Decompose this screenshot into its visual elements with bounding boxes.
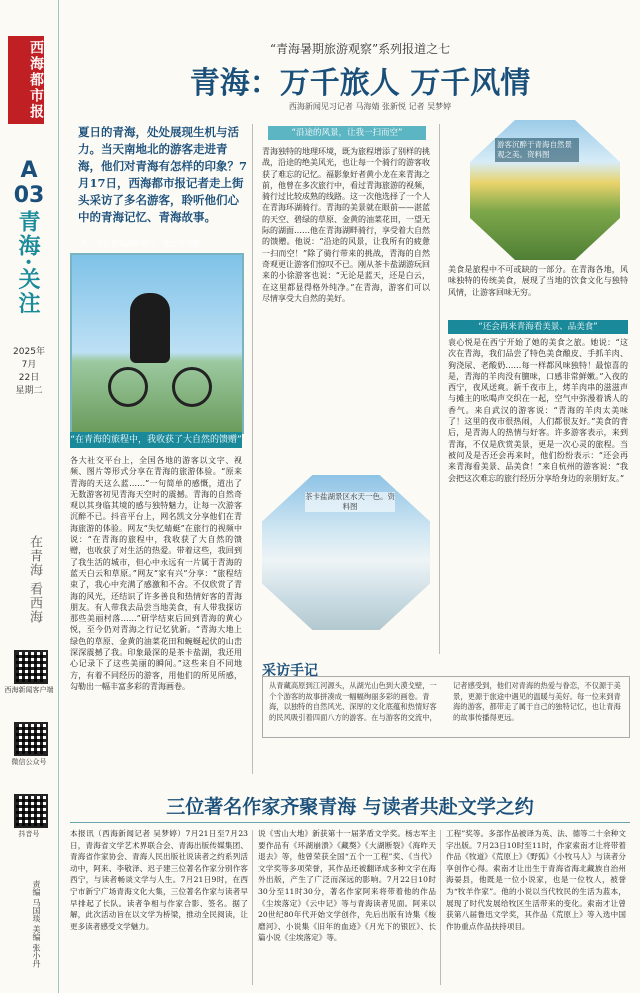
date-year: 2025年 (13, 347, 45, 357)
date-day: 22日 (18, 373, 40, 383)
byline: 西海新闻见习记者 马海婧 张新悦 记者 吴梦婷 (288, 102, 452, 111)
column-divider (440, 830, 441, 985)
qr-label-app: 西海新闻客户端 (4, 686, 54, 694)
column-divider (252, 830, 253, 985)
subhead-banner-3: “还会再来青海看美景、品美食” (448, 320, 628, 334)
bike-wheel-icon (108, 367, 148, 407)
lower-column-2: 说《雪山大地》新获第十一届茅盾文学奖。杨志军主要作品有《环湖崩溃》《藏獒》《大湖断裂》《海昨天退去》等，他曾荣获全国“五个一工程”奖、《当代》文学奖等多项荣誉，其作品还被翻译成多种文字在海外出版，产生了广泛而深远的影响。7月22日10时30分至11时30分，著名作家阿来将带着他的作品《尘埃落定》《云中记》等与青海读者见面。阿来以20世纪80年代开始文学创作，先后出版有诗集《梭磨河》、小说集《旧年的血迹》《月光下的银匠》、长篇小说《尘埃落定》等。 (258, 829, 436, 943)
photo2-caption: 游客沉醉于青海自然景观之美。资料图 (495, 138, 579, 162)
qr-code-wechat[interactable] (14, 722, 48, 756)
notes-title: 采访手记 (262, 663, 318, 679)
issue-date (8, 346, 50, 398)
article-column-c: 袁心悦是在西宁开始了她的美食之旅。她说：“这次在青海，我们品尝了特色美食酿皮、手抓羊肉、狗浇尿、老酸奶……每一样都风味独特！最惊喜的是，青海的羊肉没有膻味，口感非常鲜嫩。”入夜的西宁，夜风送爽。新千夜市上，烤羊肉串的滋滋声与摊主的吆喝声交织在一起，空气中弥漫着诱人的香气。来自武汉的游客说：“青海的羊肉太美味了！这里的夜市很热闹，人们都很友好。”美食的背后，是青海人的热情与好客。许多游客表示，来到青海，不仅是欣赏美景，更是一次心灵的旅程。当被问及是否还会再来时，他们纷纷表示：“还会再来青海看美景、品美食！”来自杭州的游客说：“我会把这次难忘的旅行经历分享给身边的亲朋好友。” (448, 338, 628, 483)
column-divider (252, 124, 253, 774)
page-number (4, 158, 54, 208)
series-title: “青海暑期旅游观察”系列报道之七 (269, 42, 451, 56)
subhead-banner-2: “沿途的风景，让我一扫而空” (268, 126, 426, 140)
qr-label-wechat: 微信公众号 (11, 758, 47, 766)
page-letter: A (20, 158, 38, 183)
lower-headline: 三位著名作家齐聚青海 与读者共赴文学之约 (166, 796, 534, 818)
headline: 青海：万千旅人 万千风情 (189, 66, 531, 101)
cyclist-figure (130, 293, 170, 363)
qr-code-douyin[interactable] (14, 794, 48, 828)
slogan: 在青海 看西海 (27, 535, 42, 625)
lead-paragraph: 夏日的青海，处处展现生机与活力。当天南地北的游客走进青海，他们对青海有怎样的印象？7月17日，西海都市报记者走上街头采访了多名游客，聆听他们心中的青海记忆、青海故事。 (78, 125, 247, 224)
section-name: 青海·关注 (15, 210, 41, 316)
photo1-caption: 黄小龙在青海湖畔骑行。受访者供图 (80, 239, 200, 248)
article-column-c-intro: 美食是旅程中不可或缺的一部分。在青海各地，风味独特的传统美食，展现了当地的饮食文化与独特风情，让游客回味无穷。 (448, 265, 628, 297)
article-column-b: 青海独特的地理环境，既为旅程增添了别样的挑战，沿途的绝美风光，也让每一个骑行的游客收获了难忘的记忆。福影象好者黄小龙在来青海之前，他曾在多次旅行中，看过青海旅游的视频，骑行过比较成熟的线路。这一次他选择了一个人在青海环湖骑行。青海的美景就在眼前——湛蓝的天空、碧绿的草原、金黄的油菜花田，一望无际的湖面……他在青海湖畔骑行，享受着大自然的馈赠。他说：“沿途的风景，让我所有的疲惫一扫而空！”除了骑行带来的挑战，青海的自然奇观更让游客们惊叹不已。刚从茶卡盐湖游玩回来的小徐游客也说：“无论是蓝天，还是白云，在这里都显得格外纯净。”在青海，游客们可以尽情享受大自然的美好。 (262, 147, 430, 303)
lower-column-3: 工程”奖等。多部作品被译为英、法、德等二十余种文字出版。7月23日10时至11时，作家索南才让将带着作品《牧道》《荒原上》《野狐》《小牧马人》与读者分享创作心得。索南才让出生于青海省海北藏族自治州海晏县，他既是一位小说家，也是一位牧人，被誉为“牧羊作家”。他的小说以当代牧民的生活为蓝本，展现了时代发展给牧区生活带来的变化。索南才让曾获第八届鲁迅文学奖，其作品《荒原上》等入选中国作协重点作品扶持项目。 (446, 829, 626, 931)
page-digits: 03 (13, 183, 45, 208)
qr-label-douyin: 抖音号 (18, 830, 40, 838)
lower-column-1: 本报讯（西海新闻记者 吴梦婷）7月21日至7月23日，青海省文学艺术界联合会、青海出版传媒集团、青海省作家协会、青海人民出版社说读者之约系列活动中，阿来、李敬泽、迟子建三位著名作家分别作客西宁，与读者畅谈文学与人生。7月21日9时，在西宁市新宁广场青海文化大集，三位著名作家与读者早早排起了长队。读者争相与作家合影、签名。据了解，此次活动旨在以文学为桥梁，推动全民阅读，让更多读者感受文学魅力。 (70, 829, 248, 931)
article-column-a: 各大社交平台上，全国各地的游客以文字、视频、图片等形式分享在青海的旅游体验。“原来青海的天这么蓝……”一句简单的感慨，道出了无数游客初见青海天空时的震撼。青海的自然奇观以其身临其境的感与独特魅力，让每一次游客沉醉不已。抖音平台上，网名凯文分享他们在青海旅游的体验。网友“失忆蜻蜓”在旅行的视频中说：“在青海的旅程中，我收获了大自然的馈赠，也收获了对生活的热爱。带着这些，我回到了我生活的城市，但心中永远有一片属于青海的蓝天白云和草原。”网友“家有兴”分享：“旅程结束了，我心中充满了感激和不舍。不仅欣赏了青海的风光，还结识了许多善良和热情好客的青海朋友。有人带我去品尝当地美食，有人带我探访那些美丽村落……”研学结束后回到青海的黄心悦，至今仍对青海之行记忆犹新。“青海大地上绿色的草原、金黄的油菜花田和蜿蜒起伏的山峦深深震撼了我。印象最深的是茶卡盐湖，我还用心记录下了这些美丽的瞬间。”这些来自不同地方，有着不同经历的游客，用他们的所见所感，勾勒出一幅丰富多彩的青海画卷。 (70, 456, 242, 691)
subhead-banner-1: “在青海的旅程中，我收获了大自然的馈赠” (70, 432, 242, 448)
cyclist-photo (70, 253, 244, 434)
bike-wheel-icon (172, 367, 212, 407)
notes-box: 从青藏高原到江河源头，从湖光山色到大漠戈壁，一个个游客的故事拼凑成一幅幅绚丽多彩的画卷。青海，以独特的自然风光、深厚的文化底蕴和热情好客的民风吸引着四面八方的游客。在与游客的交流中，记者感受到，他们对青海的热爱与眷恋，不仅源于美景，更源于旅途中遇见的温暖与美好。每一位来到青海的游客，都带走了属于自己的独特记忆，也让青海的故事传播得更远。 (262, 676, 630, 738)
editor-credits: 责编 马国琰 美编 张小丹 (32, 880, 41, 968)
column-divider (439, 124, 440, 654)
left-rail (0, 0, 59, 993)
photo3-caption: 茶卡盐湖景区水天一色。资料图 (305, 492, 395, 511)
lower-divider (70, 822, 630, 823)
date-month: 7月 (21, 360, 37, 370)
masthead-logo: 西海都市报 (8, 36, 44, 124)
date-weekday: 星期二 (15, 386, 43, 396)
qr-code-app[interactable] (14, 650, 48, 684)
